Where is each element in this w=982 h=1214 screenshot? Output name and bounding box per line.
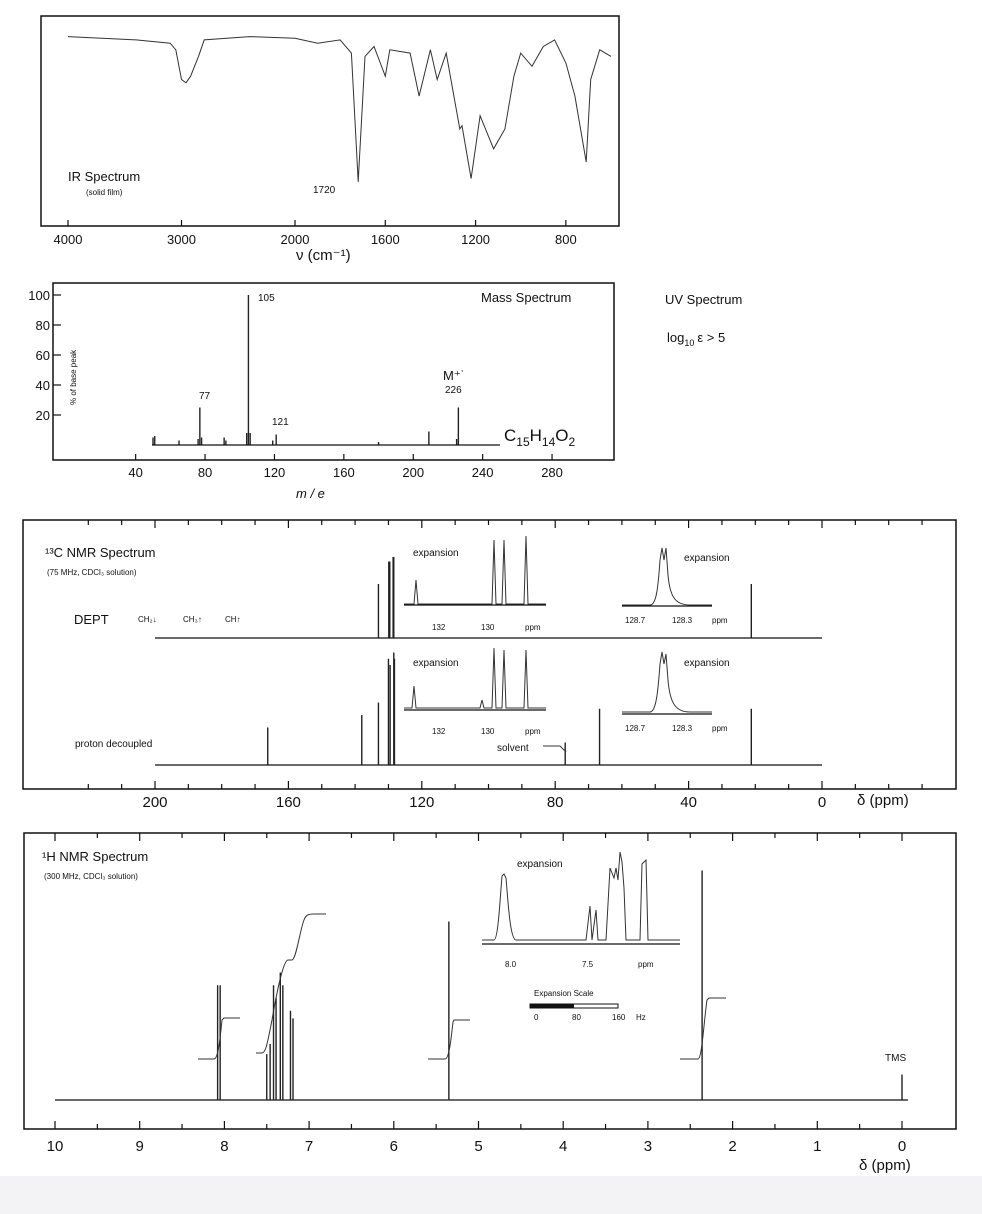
scale-tick-80: 80 xyxy=(572,1013,581,1022)
dec-exp-left-tick-130: 130 xyxy=(481,727,495,736)
h1-exp-tick-75: 7.5 xyxy=(582,960,594,969)
h1-tick-label-5: 5 xyxy=(474,1138,483,1155)
c13-tick-label-120: 120 xyxy=(409,794,435,811)
dept-expansion-left xyxy=(404,536,546,632)
ms-x-axis xyxy=(128,454,562,480)
ms-xtick-label-280: 280 xyxy=(541,465,563,480)
h1-title: ¹H NMR Spectrum xyxy=(42,849,149,864)
dept-legend-ch: CH↑ xyxy=(225,615,241,624)
h1-expansion xyxy=(482,852,680,1022)
dept-expansion-left-trace xyxy=(404,536,546,604)
ms-ytick-label-60: 60 xyxy=(35,348,50,363)
formula-n2: 14 xyxy=(541,435,556,449)
c13-subtitle: (75 MHz, CDCl₃ solution) xyxy=(47,568,137,577)
ms-xtick-label-80: 80 xyxy=(197,465,213,480)
c13-tick-label-40: 40 xyxy=(680,794,697,811)
dept-exp-left-tick-132: 132 xyxy=(432,623,446,632)
integral-2ppm xyxy=(680,998,726,1059)
ms-peaks xyxy=(153,295,458,445)
h1-top-ticks xyxy=(55,833,902,841)
dec-expansion-right-label: expansion xyxy=(684,658,730,669)
formula-n3: 2 xyxy=(568,435,576,449)
scale-tick-hz: Hz xyxy=(636,1013,646,1022)
c13-tick-label-0: 0 xyxy=(817,794,827,811)
ms-ytick-label-40: 40 xyxy=(35,378,50,393)
c13-frame xyxy=(23,520,956,789)
dec-exp-left-tick-ppm: ppm xyxy=(525,727,541,736)
h1-tick-label-2: 2 xyxy=(728,1138,737,1155)
expansion-scale-label: Expansion Scale xyxy=(534,989,594,998)
ms-y-label: % of base peak xyxy=(69,349,78,405)
scale-tick-160: 160 xyxy=(612,1013,626,1022)
dept-expansion-right xyxy=(622,548,730,625)
c13-tick-label-80: 80 xyxy=(546,794,564,811)
h1-x-label: δ (ppm) xyxy=(859,1157,911,1174)
ms-label-77: 77 xyxy=(199,391,211,402)
dec-expansion-left-trace xyxy=(404,648,546,708)
dept-exp-left-tick-ppm: ppm xyxy=(525,623,541,632)
h1-tick-label-6: 6 xyxy=(389,1138,398,1155)
decoupled-label: proton decoupled xyxy=(75,739,153,750)
formula-c: C xyxy=(504,426,517,445)
uv-log-base: 10 xyxy=(684,338,695,348)
ir-tick-label-4000: 4000 xyxy=(53,232,83,247)
c13-nmr-spectrum xyxy=(23,520,956,811)
dept-exp-left-tick-130: 130 xyxy=(481,623,495,632)
h1-expansion-label: expansion xyxy=(517,859,563,870)
h1-tick-label-8: 8 xyxy=(220,1138,229,1155)
formula-o: O xyxy=(555,426,569,445)
h1-subtitle: (300 MHz, CDCl₃ solution) xyxy=(44,872,138,881)
h1-tick-label-3: 3 xyxy=(643,1138,653,1155)
mass-spectrum xyxy=(28,283,614,501)
c13-tick-label-200: 200 xyxy=(142,794,168,811)
uv-log: log xyxy=(667,330,685,345)
ir-x-axis xyxy=(54,220,577,247)
ms-ytick-label-100: 100 xyxy=(28,288,50,303)
ir-trace xyxy=(68,37,611,182)
ms-formula xyxy=(504,426,576,449)
ir-subtitle: (solid film) xyxy=(86,188,123,197)
c13-x-label: δ (ppm) xyxy=(857,792,909,809)
dept-expansion-right-label: expansion xyxy=(684,553,730,564)
solvent-arrow xyxy=(543,746,566,752)
ir-tick-label-1600: 1600 xyxy=(370,232,400,247)
ms-xtick-label-40: 40 xyxy=(128,465,143,480)
dept-expansion-left-label: expansion xyxy=(413,548,459,559)
dept-exp-right-tick-2: 128.3 xyxy=(672,616,693,625)
dept-exp-right-tick-1: 128.7 xyxy=(625,616,646,625)
dept-legend-ch3: CH₃↑ xyxy=(183,615,202,624)
h1-tick-label-9: 9 xyxy=(135,1138,144,1155)
h1-x-axis xyxy=(47,1121,907,1155)
uv-value xyxy=(667,330,725,348)
uv-spectrum xyxy=(665,292,742,348)
c13-top-ticks xyxy=(88,520,922,528)
c13-x-axis xyxy=(88,781,922,811)
ms-xtick-label-240: 240 xyxy=(471,465,494,480)
uv-title: UV Spectrum xyxy=(665,292,743,307)
solvent-label: solvent xyxy=(497,743,529,754)
ms-label-105: 105 xyxy=(258,293,275,304)
dec-exp-left-tick-132: 132 xyxy=(432,727,446,736)
h1-exp-tick-ppm: ppm xyxy=(638,960,654,969)
h1-frame xyxy=(24,833,956,1129)
h1-tick-label-1: 1 xyxy=(813,1138,822,1155)
formula-n1: 15 xyxy=(516,435,530,449)
ms-molecular-ion-label: M⁺˙ xyxy=(443,368,466,383)
formula-h: H xyxy=(529,426,542,445)
dec-expansion-left-label: expansion xyxy=(413,658,459,669)
ms-xtick-label-160: 160 xyxy=(332,465,355,480)
h1-peaks xyxy=(218,871,902,1101)
integral-8ppm xyxy=(198,1018,240,1059)
h1-tick-label-7: 7 xyxy=(304,1138,314,1155)
ir-x-label: ν (cm⁻¹) xyxy=(296,247,351,264)
ir-tick-label-3000: 3000 xyxy=(167,232,196,247)
ir-tick-label-2000: 2000 xyxy=(280,232,310,247)
dept-legend-ch2: CH₂↓ xyxy=(138,615,157,624)
h1-tick-label-4: 4 xyxy=(559,1138,568,1155)
ms-y-axis xyxy=(28,288,61,423)
ms-label-121: 121 xyxy=(272,417,289,428)
dec-exp-right-tick-ppm: ppm xyxy=(712,724,728,733)
c13-tick-label-160: 160 xyxy=(275,794,301,811)
decoupled-expansion-right xyxy=(622,652,730,733)
tms-label: TMS xyxy=(885,1053,907,1064)
dec-exp-right-tick-1: 128.7 xyxy=(625,724,646,733)
c13-title: ¹³C NMR Spectrum xyxy=(45,545,156,560)
h1-expansion-trace xyxy=(482,852,680,940)
ms-xtick-label-200: 200 xyxy=(402,465,425,480)
expansion-scale-fill xyxy=(530,1004,574,1008)
dept-label: DEPT xyxy=(74,612,109,627)
ms-title: Mass Spectrum xyxy=(481,290,572,305)
ir-tick-label-1200: 1200 xyxy=(461,232,491,247)
dec-exp-right-tick-2: 128.3 xyxy=(672,724,693,733)
ir-title: IR Spectrum xyxy=(68,169,141,184)
decoupled-expansion-left xyxy=(404,648,546,736)
ms-ytick-label-80: 80 xyxy=(35,318,50,333)
ir-spectrum xyxy=(41,16,619,264)
ms-x-label: m / e xyxy=(296,486,325,501)
scale-tick-0: 0 xyxy=(534,1013,539,1022)
h1-exp-tick-8: 8.0 xyxy=(505,960,517,969)
h1-tick-label-10: 10 xyxy=(46,1138,64,1155)
ms-ytick-label-20: 20 xyxy=(35,408,50,423)
ms-label-226: 226 xyxy=(445,385,462,396)
ir-tick-label-800: 800 xyxy=(555,232,577,247)
ms-xtick-label-120: 120 xyxy=(263,465,286,480)
h1-nmr-spectrum xyxy=(24,833,956,1174)
uv-epsilon: ε > 5 xyxy=(697,330,726,345)
h1-tick-label-0: 0 xyxy=(897,1138,907,1155)
dept-exp-right-tick-ppm: ppm xyxy=(712,616,728,625)
ir-peak-annotation: 1720 xyxy=(313,185,336,196)
